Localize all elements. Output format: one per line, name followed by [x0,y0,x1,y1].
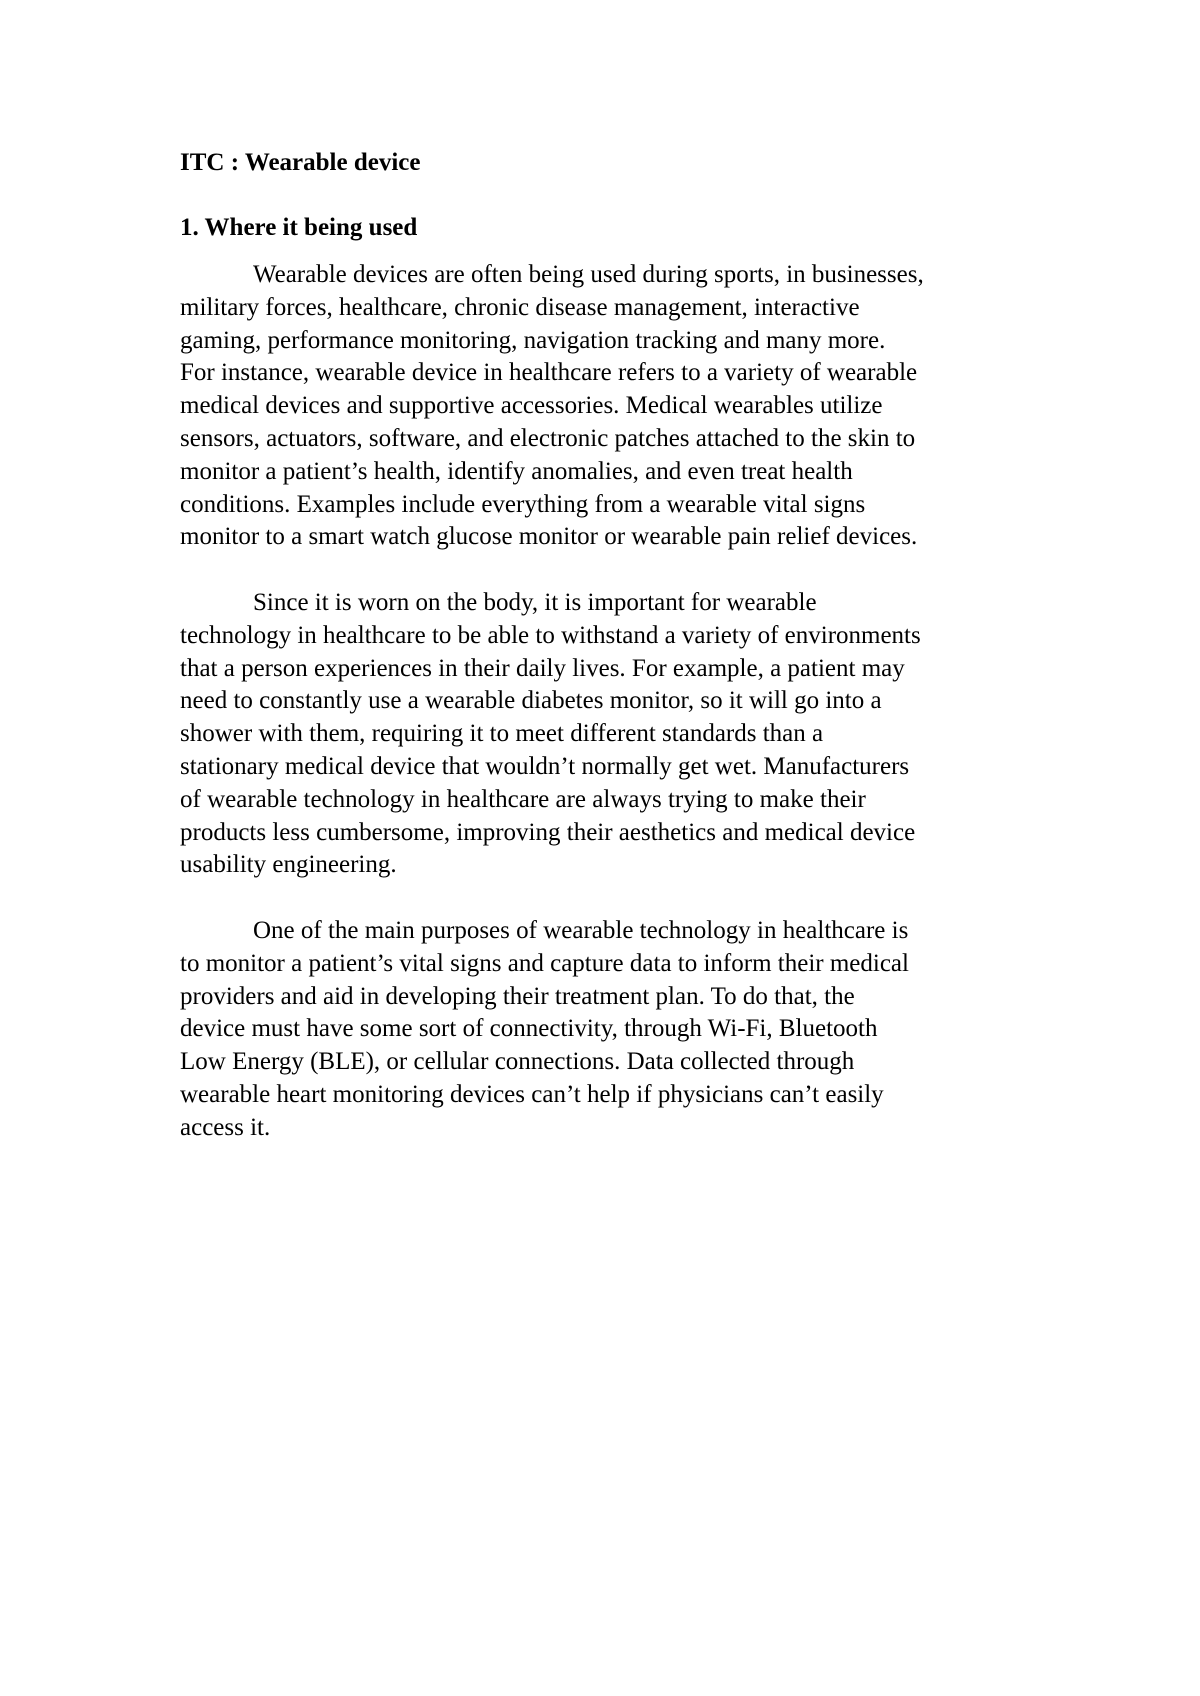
paragraph-line: of wearable technology in healthcare are always trying to make their [180,785,866,813]
paragraph-line: Wearable devices are often being used during sports, in businesses, [253,261,924,288]
paragraph-line: medical devices and supportive accessories. Medical wearables utilize [180,392,883,420]
paragraph-usage-overview [180,259,1040,554]
paragraph-line: One of the main purposes of wearable technology in healthcare is [253,916,909,944]
document-title: ITC : Wearable device [180,149,421,176]
paragraph-line: conditions. Examples include everything from a wearable vital signs [180,490,866,518]
paragraph-line: shower with them, requiring it to meet different standards than a [180,720,824,748]
paragraph-line: monitor to a smart watch glucose monitor or wearable pain relief devices. [180,523,918,551]
paragraph-line: that a person experiences in their daily lives. For example, a patient may [180,654,905,682]
paragraph-line: sensors, actuators, software, and electronic patches attached to the skin to [180,424,916,452]
section-heading: 1. Where it being used [180,214,418,241]
paragraph-durability [180,587,1040,882]
paragraph-line: providers and aid in developing their treatment plan. To do that, the [180,982,855,1010]
paragraph-line: military forces, healthcare, chronic disease management, interactive [180,293,860,321]
paragraph-line: Since it is worn on the body, it is important for wearable [253,588,817,616]
paragraph-line: technology in healthcare to be able to withstand a variety of environments [180,621,921,649]
paragraph-line: usability engineering. [180,851,397,879]
paragraph-line: need to constantly use a wearable diabetes monitor, so it will go into a [180,687,882,715]
paragraph-line: monitor a patient’s health, identify anomalies, and even treat health [180,457,853,485]
paragraph-connectivity [180,915,1040,1145]
document-body [180,146,1040,1177]
paragraph-line: Low Energy (BLE), or cellular connections. Data collected through [180,1048,855,1076]
paragraph-line: wearable heart monitoring devices can’t help if physicians can’t easily [180,1080,884,1108]
paragraph-line: products less cumbersome, improving their aesthetics and medical device [180,818,916,846]
paragraph-line: access it. [180,1113,271,1141]
paragraph-line: device must have some sort of connectivity, through Wi-Fi, Bluetooth [180,1015,878,1043]
paragraph-line: For instance, wearable device in healthcare refers to a variety of wearable [180,359,918,387]
paragraph-line: stationary medical device that wouldn’t normally get wet. Manufacturers [180,752,910,780]
paragraph-line: gaming, performance monitoring, navigation tracking and many more. [180,326,886,354]
paragraph-line: to monitor a patient’s vital signs and capture data to inform their medical [180,949,909,977]
